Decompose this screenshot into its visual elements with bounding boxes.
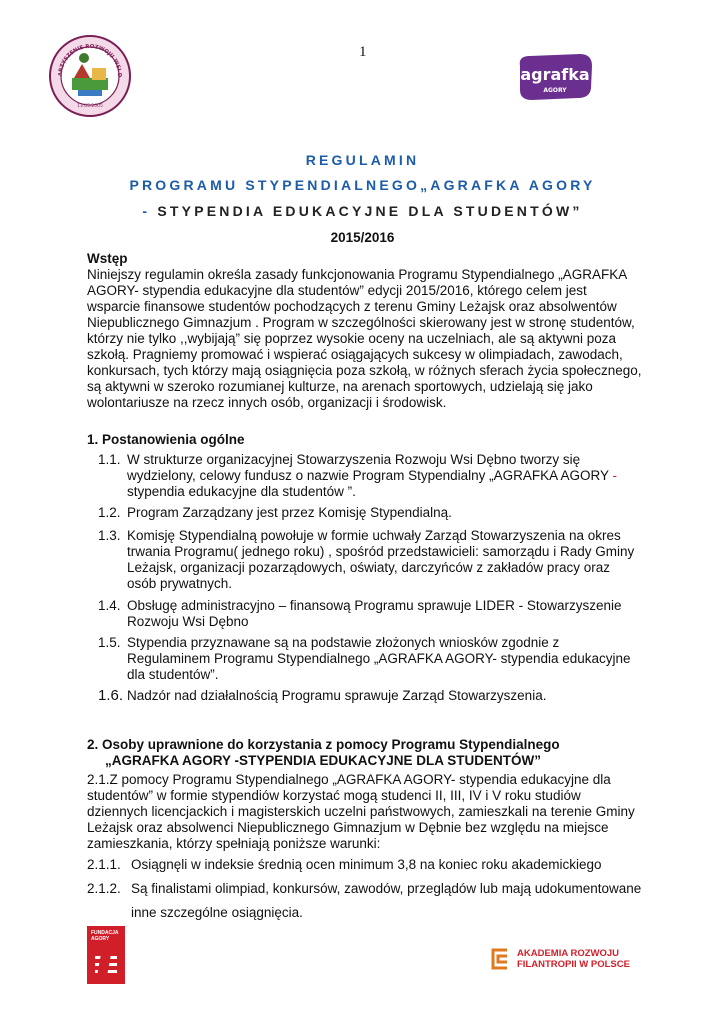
intro-line: którzy nie tylko ,,wybijają” się poprzez wysokie oceny na uczelniach, ale są aktywni poza	[87, 331, 616, 346]
seal-icon	[48, 34, 132, 118]
item-line: Komisję Stypendialną powołuje w formie uchwały Zarząd Stowarzyszenia na okres	[127, 528, 621, 543]
page-number: 1	[359, 44, 367, 60]
agrafka-brand-text: agrafka	[520, 65, 590, 84]
item-line-text: wydzielony, celowy fundusz o nazwie Program Stypendialny „AGRAFKA AGORY	[127, 468, 609, 483]
edition-year: 2015/2016	[330, 230, 395, 245]
item-line: Leżajsk, organizacji pozarządowych, oświaty, darczyńców z zakładów pracy oraz	[127, 560, 610, 575]
item-line: Obsługę administracyjno – finansową Programu sprawuje LIDER - Stowarzyszenie	[127, 598, 622, 613]
item-line: stypendia edukacyjne dla studentów ”.	[127, 484, 356, 499]
item-line: Regulaminem Programu Stypendialnego „AGRAFKA AGORY- stypendia edukacyjne	[127, 651, 631, 666]
title-subtitle-text: STYPENDIA EDUKACYJNE DLA STUDENTÓW”	[150, 203, 583, 219]
section2-paragraph	[87, 772, 687, 852]
red-dash: -	[608, 468, 617, 483]
intro-line: wolontariusze na rzecz innych osób, organizacji i środowisk.	[87, 395, 447, 410]
intro-line: konkursach, tych którzy mają osiągnięcia poza szkołą, w różnych sferach życia społecznego,	[87, 363, 642, 378]
section1-heading: 1. Postanowienia ogólne	[87, 432, 245, 447]
akademia-mark-icon	[489, 948, 511, 970]
subitem-number: 2.1.2.	[87, 881, 121, 896]
intro-line: wsparcie finansowe studentów pochodzących z terenu Gminy Leżajsk oraz absolwentów	[87, 299, 617, 314]
para-line: Leżajsk oraz absolwenci Niepublicznego Gimnazjum w Dębnie bez względu na miejsce	[87, 820, 609, 835]
section2-heading-part1: „AGRAFKA AGORY	[105, 753, 235, 768]
agrafka-badge-icon	[514, 52, 596, 104]
list-item-1-6	[98, 688, 658, 704]
item-number: 1.2.	[98, 505, 121, 520]
agrafka-logo	[514, 52, 596, 104]
seal-text: ARZYSZENIE ROZWOJU WSI D	[57, 43, 123, 78]
title-subtitle	[0, 203, 725, 219]
item-number: 1.6.	[98, 687, 124, 704]
item-line: Stypendia przyznawane są na podstawie złożonych wniosków zgodnie z	[127, 635, 560, 650]
intro-line: są aktywni w szeroko rozumianej kulturze, na arenach sportowych, udzielają się jako	[87, 379, 593, 394]
item-line: W strukturze organizacyjnej Stowarzyszenia Rozwoju Wsi Dębno tworzy się	[127, 452, 581, 467]
intro-line: AGORY- stypendia edukacyjne dla studentów” edycji 2015/2016, którego celem jest	[87, 283, 587, 298]
akademia-line2: FILANTROPII W POLSCE	[517, 959, 630, 970]
intro-line: Niepublicznego Gimnazjum . Program w szczególności skierowany jest w stronę studentów,	[87, 315, 635, 330]
subitem-number: 2.1.1.	[87, 857, 121, 872]
item-line: trwania Programu( jednego roku) , spośród przedstawicieli: samorządu i Rady Gminy	[127, 544, 635, 559]
title-regulamin: REGULAMIN	[305, 152, 420, 168]
item-line: dla studentów”.	[127, 667, 219, 682]
item-line: Nadzór nad działalnością Programu sprawuje Zarząd Stowarzyszenia.	[127, 688, 547, 703]
item-number: 1.3.	[98, 528, 121, 543]
item-line	[127, 468, 658, 484]
title-dash: -	[142, 203, 151, 219]
akademia-logo	[489, 946, 649, 972]
intro-heading: Wstęp	[87, 251, 128, 266]
subitem-text: Są finalistami olimpiad, konkursów, zawodów, przeglądów lub mają udokumentowane	[131, 881, 642, 896]
item-line: osób prywatnych.	[127, 576, 233, 591]
list-item-1-5	[98, 635, 658, 683]
seal-date: 13.05.2005	[77, 104, 103, 109]
list-item-1-2	[98, 505, 658, 521]
item-number: 1.5.	[98, 635, 121, 650]
intro-line: Niniejszy regulamin określa zasady funkcjonowania Programu Stypendialnego „AGRAFKA	[87, 267, 628, 282]
para-line: zamieszkania, którzy spełniają poniższe warunki:	[87, 836, 381, 851]
section2-heading-part2: -STYPENDIA EDUKACYJNE DLA STUDENTÓW”	[234, 753, 542, 768]
para-line: studentów” w formie stypendiów korzystać mogą studenci II, III, IV i V roku studiów	[87, 788, 581, 803]
agrafka-sub-text: AGORY	[543, 87, 567, 94]
akademia-line1: AKADEMIA ROZWOJU	[517, 948, 620, 959]
intro-paragraph	[87, 267, 687, 411]
para-line: dziennych licencjackich i magisterskich uczelni państwowych, zamieszkali na terenie Gminy	[87, 804, 635, 819]
fundacja-logo-text: FUNDACJA AGORY	[91, 930, 119, 942]
item-number: 1.4.	[98, 598, 121, 613]
stowarzyszenie-seal-logo	[48, 34, 132, 118]
subitem-text: Osiągnęli w indeksie średnią ocen minimum 3,8 na koniec roku akademickiego	[131, 857, 602, 872]
fundacja-mark-icon	[87, 926, 125, 984]
intro-line: szkołą. Pragniemy promować i wspierać osiągających sukcesy w olimpiadach, zawodach,	[87, 347, 623, 362]
item-line: Program Zarządzany jest przez Komisję Stypendialną.	[127, 505, 452, 520]
list-item-1-4	[98, 598, 658, 630]
section2-heading-line2	[105, 753, 541, 769]
fundacja-agory-logo	[87, 926, 125, 984]
list-item-1-3	[98, 528, 658, 592]
para-line: 2.1.Z pomocy Programu Stypendialnego „AGRAFKA AGORY- stypendia edukacyjne dla	[87, 772, 611, 787]
subitem-continuation: inne szczególne osiągnięcia.	[131, 905, 303, 920]
title-program: PROGRAMU STYPENDIALNEGO„AGRAFKA AGORY	[129, 177, 596, 193]
list-item-1-1	[98, 452, 658, 500]
section2-heading: 2. Osoby uprawnione do korzystania z pomocy Programu Stypendialnego	[87, 737, 560, 752]
item-line: Rozwoju Wsi Dębno	[127, 614, 249, 629]
item-number: 1.1.	[98, 452, 121, 467]
